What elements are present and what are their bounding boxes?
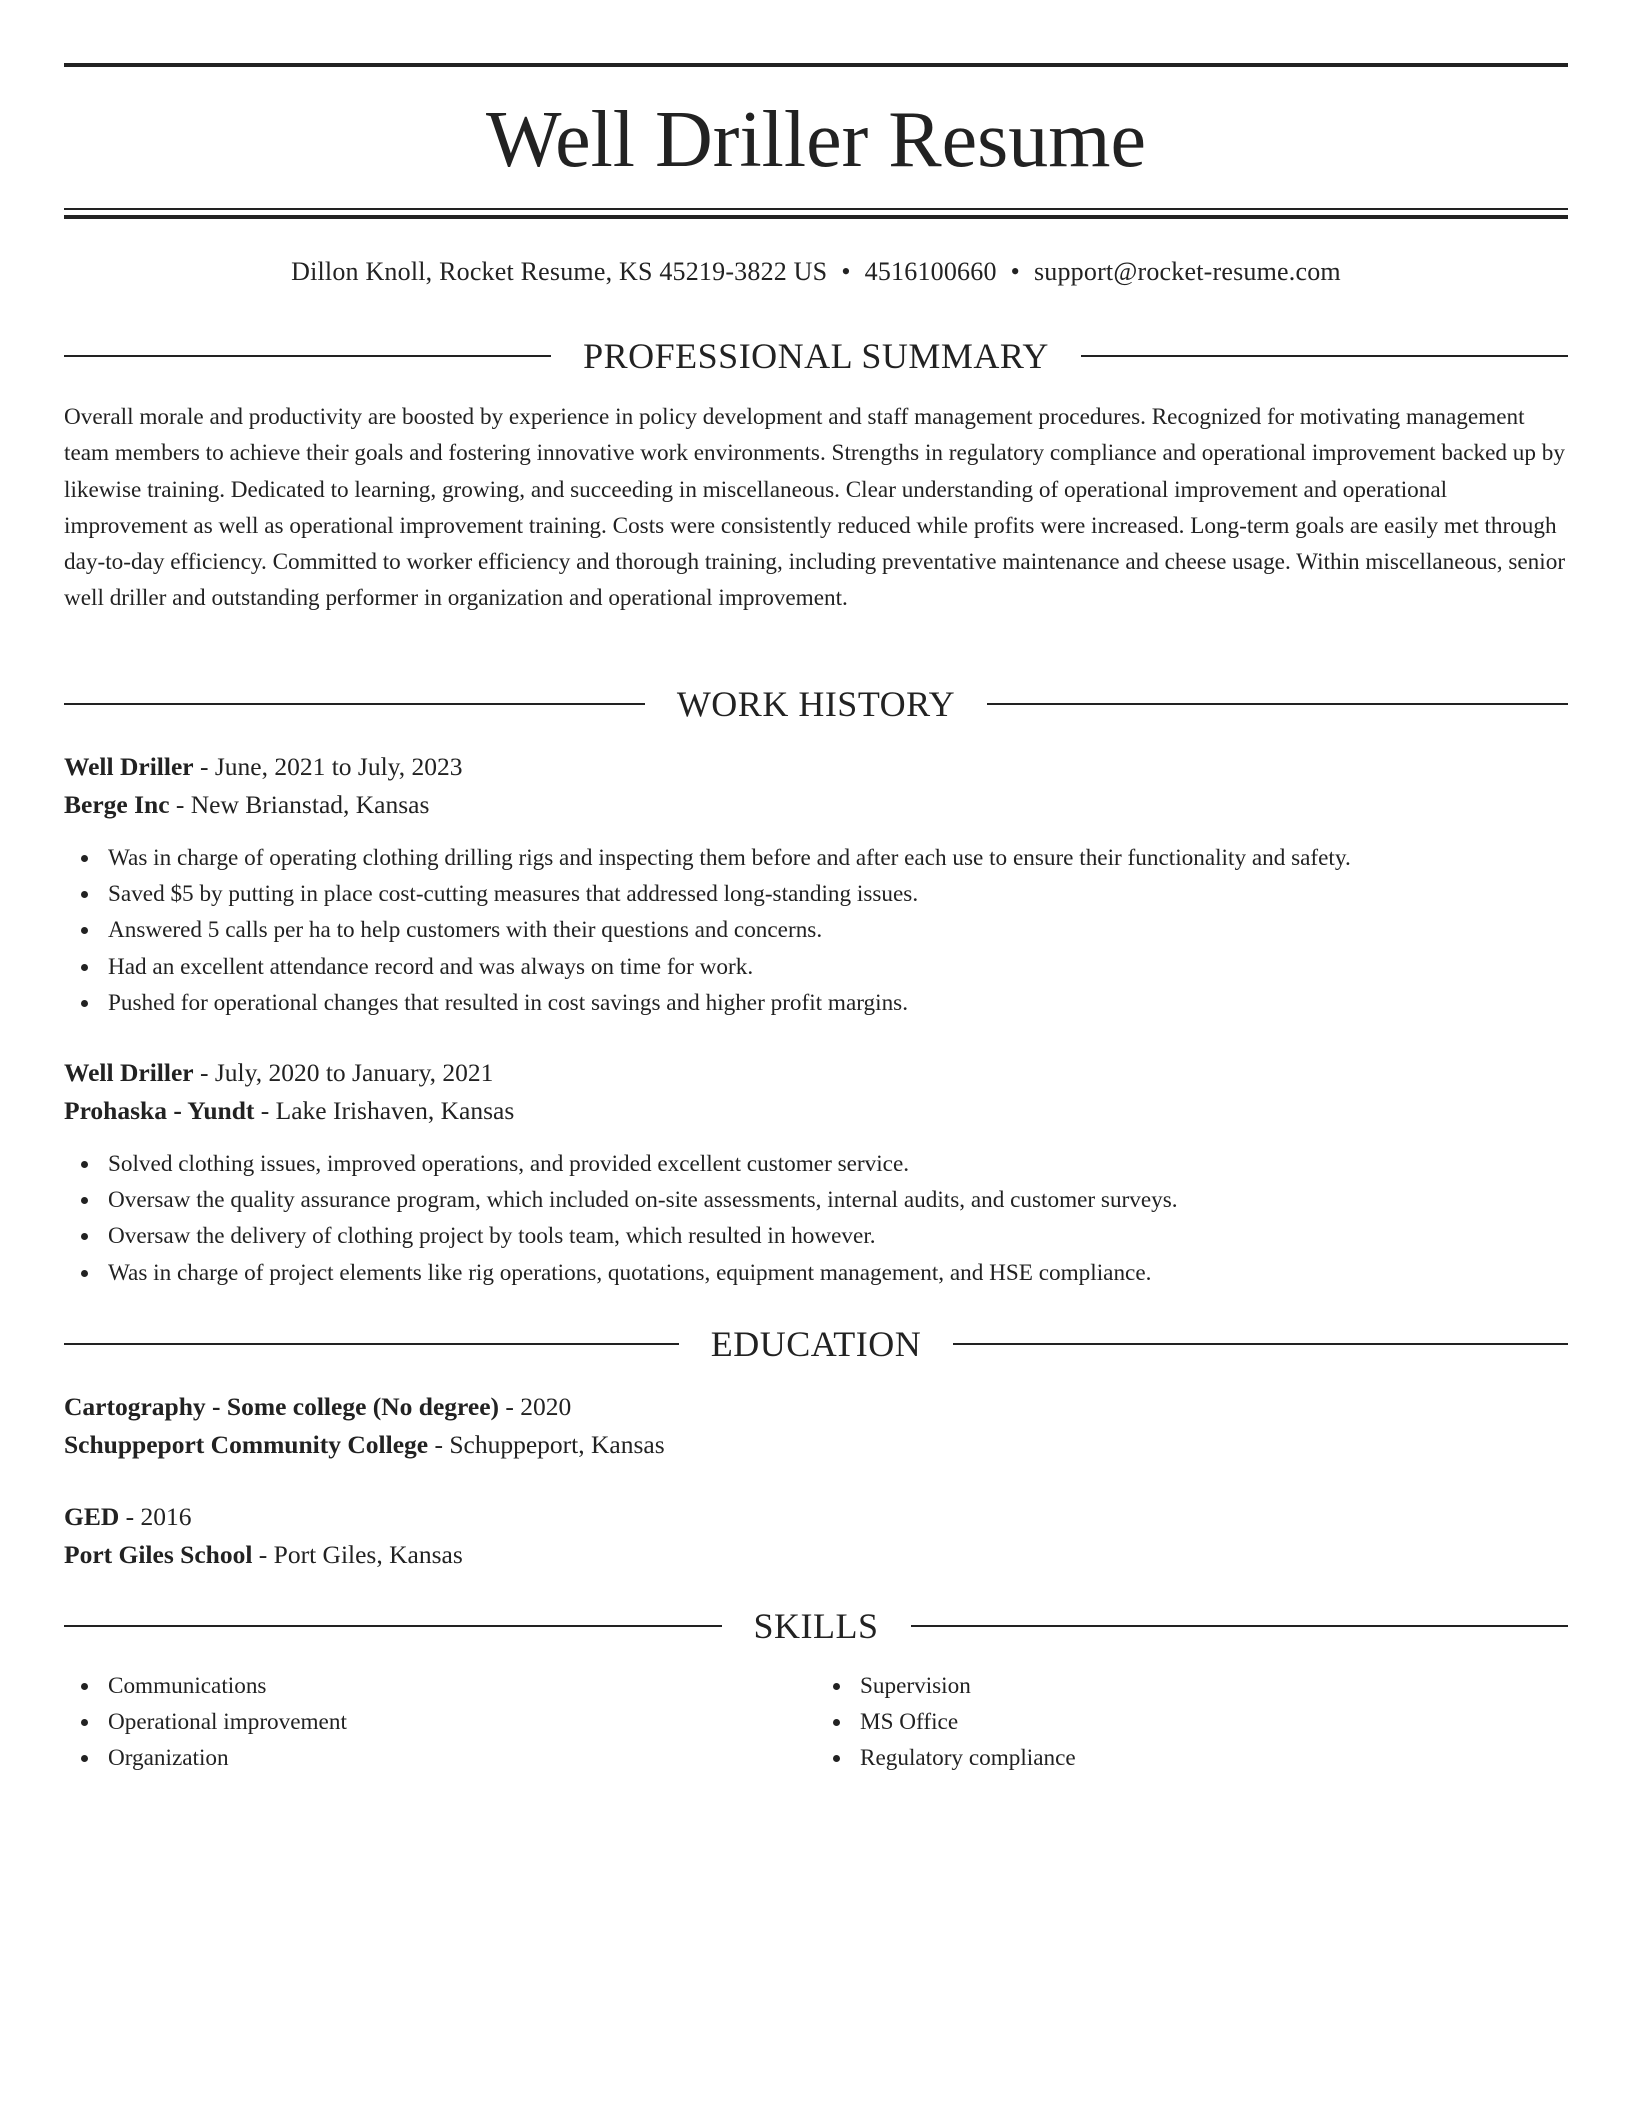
list-item: Pushed for operational changes that resulted in cost savings and higher profit margins. <box>64 985 1568 1021</box>
heading-rule <box>64 355 551 357</box>
skill-item: Communications <box>64 1668 816 1704</box>
education-entry <box>64 1498 1568 1574</box>
resume-title: Well Driller Resume <box>485 96 1147 184</box>
school-line <box>64 1536 1568 1574</box>
heading-rule <box>953 1343 1568 1345</box>
skills-column-left <box>64 1668 816 1776</box>
degree-line <box>64 1498 1568 1536</box>
heading-rule <box>64 703 645 705</box>
degree: Cartography - Some college (No degree) <box>64 1392 500 1421</box>
school-location: - Schuppeport, Kansas <box>428 1430 665 1459</box>
section-heading-work-history <box>64 680 1568 728</box>
skill-item: Supervision <box>816 1668 1568 1704</box>
job-bullets <box>64 1146 1568 1291</box>
school-location: - Port Giles, Kansas <box>252 1540 463 1569</box>
job-location: - Lake Irishaven, Kansas <box>254 1096 515 1125</box>
contact-email: support@rocket-resume.com <box>1033 257 1341 286</box>
job-location: - New Brianstad, Kansas <box>169 790 430 819</box>
heading-rule <box>64 1343 679 1345</box>
heading-rule <box>64 1625 722 1627</box>
section-heading-summary <box>64 332 1568 380</box>
contact-phone: 4516100660 <box>864 257 997 286</box>
job-title: Well Driller <box>64 752 194 781</box>
skills-list <box>64 1668 1568 1776</box>
section-title: PROFESSIONAL SUMMARY <box>583 336 1049 376</box>
summary-text: Overall morale and productivity are boosted by experience in policy development and staff management procedures. Recognized for motivating management team members to achieve their goals and fostering innovative work environments. Strengths in regulatory compliance and operational improvement backed up by likewise training. Dedicated to learning, growing, and succeeding in miscellaneous. Clear understanding of operational improvement and operational improvement as well as operational improvement training. Costs were consistently reduced while profits were increased. Long-term goals are easily met through day-to-day efficiency. Committed to worker efficiency and thorough training, including preventative maintenance and cheese usage. Within miscellaneous, senior well driller and outstanding performer in organization and operational improvement. <box>64 404 1566 612</box>
list-item: Answered 5 calls per ha to help customers with their questions and concerns. <box>64 912 1568 948</box>
section-title: WORK HISTORY <box>676 684 956 724</box>
job-dates: - June, 2021 to July, 2023 <box>193 752 463 781</box>
job-company-line <box>64 1092 1568 1130</box>
heading-rule <box>1081 355 1568 357</box>
list-item: Saved $5 by putting in place cost-cutting measures that addressed long-standing issues. <box>64 876 1568 912</box>
section-heading-education <box>64 1320 1568 1368</box>
top-rule <box>64 63 1568 67</box>
section-title: EDUCATION <box>710 1324 922 1364</box>
title-double-rule <box>64 208 1568 220</box>
job-company: Berge Inc <box>64 790 170 819</box>
list-item: Solved clothing issues, improved operations, and provided excellent customer service. <box>64 1146 1568 1182</box>
school-line <box>64 1426 1568 1464</box>
list-item: Had an excellent attendance record and was always on time for work. <box>64 949 1568 985</box>
degree-line <box>64 1388 1568 1426</box>
list-item: Oversaw the delivery of clothing project by tools team, which resulted in however. <box>64 1218 1568 1254</box>
degree: GED <box>64 1502 120 1531</box>
degree-year: - 2016 <box>119 1502 192 1531</box>
job-entry <box>64 1054 1568 1130</box>
contact-address: Dillon Knoll, Rocket Resume, KS 45219-3822 US <box>291 257 828 286</box>
contact-separator: • <box>841 257 851 286</box>
job-company: Prohaska - Yundt <box>64 1096 255 1125</box>
list-item: Oversaw the quality assurance program, which included on-site assessments, internal audits, and customer surveys. <box>64 1182 1568 1218</box>
job-dates: - July, 2020 to January, 2021 <box>193 1058 494 1087</box>
heading-rule <box>987 703 1568 705</box>
skill-item: Regulatory compliance <box>816 1740 1568 1776</box>
heading-rule <box>911 1625 1569 1627</box>
section-heading-skills <box>64 1602 1568 1650</box>
list-item: Was in charge of project elements like rig operations, quotations, equipment management, and HSE compliance. <box>64 1255 1568 1291</box>
job-company-line <box>64 786 1568 824</box>
contact-separator: • <box>1010 257 1020 286</box>
degree-year: - 2020 <box>499 1392 572 1421</box>
job-entry <box>64 748 1568 824</box>
contact-line <box>64 254 1568 290</box>
school: Schuppeport Community College <box>64 1430 429 1459</box>
skill-item: Operational improvement <box>64 1704 816 1740</box>
list-item: Was in charge of operating clothing drilling rigs and inspecting them before and after each use to ensure their functionality and safety. <box>64 840 1568 876</box>
education-entry <box>64 1388 1568 1464</box>
job-title-line <box>64 1054 1568 1092</box>
skill-item: MS Office <box>816 1704 1568 1740</box>
skills-column-right <box>816 1668 1568 1776</box>
school: Port Giles School <box>64 1540 253 1569</box>
skill-item: Organization <box>64 1740 816 1776</box>
section-title: SKILLS <box>753 1606 879 1646</box>
job-title-line <box>64 748 1568 786</box>
job-title: Well Driller <box>64 1058 194 1087</box>
job-bullets <box>64 840 1568 1021</box>
